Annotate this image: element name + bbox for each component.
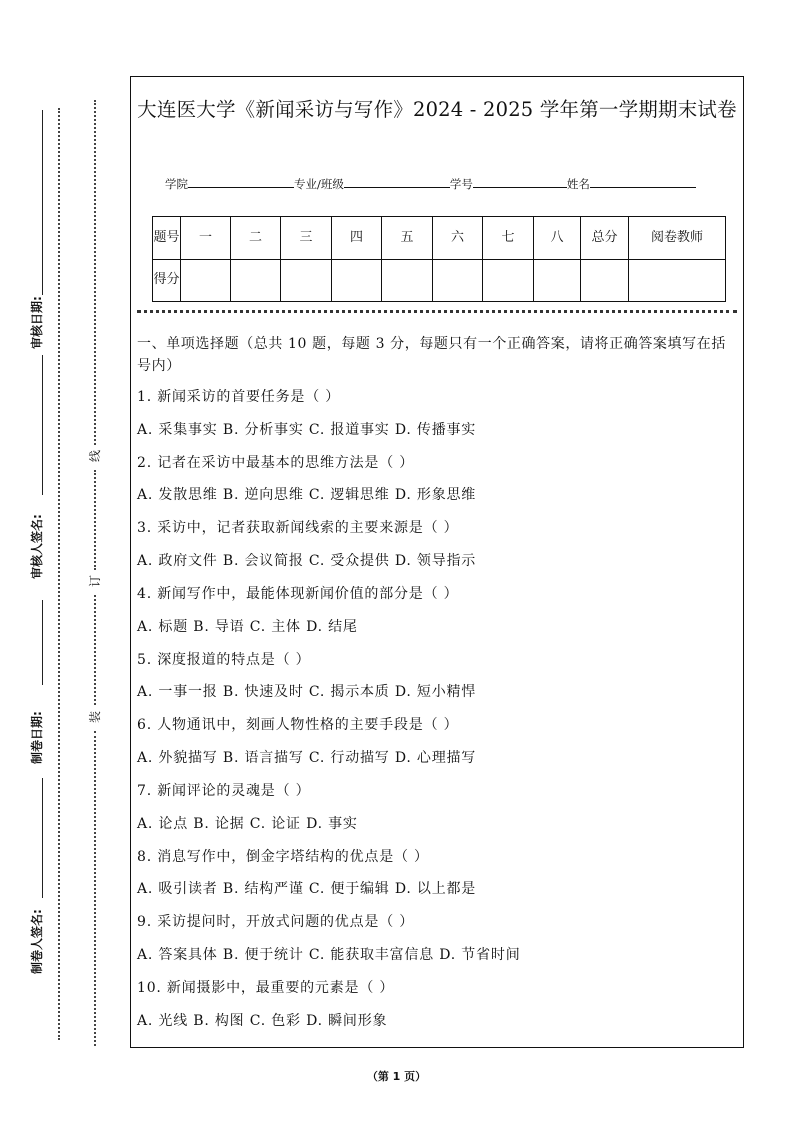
margin-rule-4 bbox=[42, 778, 43, 898]
question-stem-3: 3. 采访中，记者获取新闻线索的主要来源是（ ） bbox=[137, 520, 459, 536]
paper-date-label: 制卷日期: bbox=[30, 711, 44, 764]
margin-rule-2 bbox=[42, 355, 43, 495]
section-heading: 一、单项选择题（总共 10 题，每题 3 分，每题只有一个正确答案，请将正确答案填写在括号内） bbox=[137, 336, 726, 374]
exam-frame bbox=[130, 76, 744, 1048]
score-table-score-row bbox=[153, 259, 726, 302]
score-cell[interactable] bbox=[483, 259, 534, 302]
question-options-6: A. 外貌描写 B. 语言描写 C. 行动描写 D. 心理描写 bbox=[137, 750, 477, 766]
binding-word-bind: 装 bbox=[88, 711, 102, 724]
paper-maker-signature-label: 制卷人签名: bbox=[30, 909, 44, 974]
score-cell[interactable] bbox=[581, 259, 629, 302]
question-options-4: A. 标题 B. 导语 C. 主体 D. 结尾 bbox=[137, 619, 358, 635]
question-options-3: A. 政府文件 B. 会议简报 C. 受众提供 D. 领导指示 bbox=[137, 553, 477, 569]
student-info-row bbox=[165, 174, 725, 192]
question-stem-10: 10. 新闻摄影中，最重要的元素是（ ） bbox=[137, 980, 395, 996]
score-col-1: 一 bbox=[181, 217, 231, 260]
info-label-college: 学院 bbox=[165, 177, 188, 191]
margin-rule-1 bbox=[42, 110, 43, 295]
question-options-1: A. 采集事实 B. 分析事实 C. 报道事实 D. 传播事实 bbox=[137, 422, 477, 438]
binding-word-line: 线 bbox=[88, 450, 102, 463]
score-row-label: 得分 bbox=[153, 259, 181, 302]
info-label-major-class: 专业/班级 bbox=[294, 177, 344, 191]
question-options-8: A. 吸引读者 B. 结构严谨 C. 便于编辑 D. 以上都是 bbox=[137, 881, 477, 897]
section-separator bbox=[137, 310, 737, 313]
info-label-name: 姓名 bbox=[566, 177, 590, 191]
exam-title: 大连医大学《新闻采访与写作》2024 - 2025 学年第一学期期末试卷 bbox=[137, 98, 737, 121]
score-cell[interactable] bbox=[181, 259, 231, 302]
question-stem-9: 9. 采访提问时，开放式问题的优点是（ ） bbox=[137, 914, 415, 930]
student-id-blank[interactable] bbox=[473, 174, 567, 188]
score-cell[interactable] bbox=[332, 259, 382, 302]
major-class-blank[interactable] bbox=[344, 174, 450, 188]
reviewer-signature-label: 审核人签名: bbox=[30, 514, 44, 579]
score-col-6: 六 bbox=[433, 217, 483, 260]
score-col-8: 八 bbox=[534, 217, 581, 260]
info-label-student-id: 学号 bbox=[449, 177, 473, 191]
score-cell[interactable] bbox=[281, 259, 332, 302]
score-col-grader: 阅卷教师 bbox=[629, 217, 726, 260]
question-options-2: A. 发散思维 B. 逆向思维 C. 逻辑思维 D. 形象思维 bbox=[137, 487, 477, 503]
score-col-4: 四 bbox=[332, 217, 382, 260]
score-table-header-row bbox=[153, 217, 726, 260]
question-stem-7: 7. 新闻评论的灵魂是（ ） bbox=[137, 783, 311, 799]
binding-word-order: 订 bbox=[88, 575, 102, 588]
question-stem-5: 5. 深度报道的特点是（ ） bbox=[137, 652, 311, 668]
name-blank[interactable] bbox=[590, 174, 696, 188]
binding-dotted-line-inner-2 bbox=[94, 470, 96, 570]
question-options-7: A. 论点 B. 论据 C. 论证 D. 事实 bbox=[137, 816, 358, 832]
score-table-header-first: 题号 bbox=[153, 217, 181, 260]
score-cell[interactable] bbox=[382, 259, 433, 302]
binding-dotted-line-inner-1 bbox=[94, 100, 96, 445]
margin-rule-3 bbox=[42, 600, 43, 685]
score-cell[interactable] bbox=[231, 259, 281, 302]
score-cell[interactable] bbox=[433, 259, 483, 302]
question-options-9: A. 答案具体 B. 便于统计 C. 能获取丰富信息 D. 节省时间 bbox=[137, 947, 521, 963]
score-table bbox=[152, 216, 726, 302]
score-col-total: 总分 bbox=[581, 217, 629, 260]
score-cell[interactable] bbox=[629, 259, 726, 302]
score-col-7: 七 bbox=[483, 217, 534, 260]
question-stem-4: 4. 新闻写作中，最能体现新闻价值的部分是（ ） bbox=[137, 586, 459, 602]
score-col-2: 二 bbox=[231, 217, 281, 260]
question-options-10: A. 光线 B. 构图 C. 色彩 D. 瞬间形象 bbox=[137, 1013, 388, 1029]
question-stem-1: 1. 新闻采访的首要任务是（ ） bbox=[137, 389, 341, 405]
question-stem-6: 6. 人物通讯中，刻画人物性格的主要手段是（ ） bbox=[137, 717, 459, 733]
score-col-5: 五 bbox=[382, 217, 433, 260]
binding-dotted-line-outer bbox=[58, 108, 60, 1040]
binding-dotted-line-inner-4 bbox=[94, 731, 96, 1046]
binding-dotted-line-inner-3 bbox=[94, 595, 96, 705]
review-date-label: 审核日期: bbox=[30, 296, 44, 349]
question-stem-2: 2. 记者在采访中最基本的思维方法是（ ） bbox=[137, 455, 415, 471]
college-blank[interactable] bbox=[188, 174, 294, 188]
question-options-5: A. 一事一报 B. 快速及时 C. 揭示本质 D. 短小精悍 bbox=[137, 684, 477, 700]
page-number: （第 1 页） bbox=[366, 1070, 427, 1083]
score-col-3: 三 bbox=[281, 217, 332, 260]
question-stem-8: 8. 消息写作中，倒金字塔结构的优点是（ ） bbox=[137, 849, 429, 865]
score-cell[interactable] bbox=[534, 259, 581, 302]
